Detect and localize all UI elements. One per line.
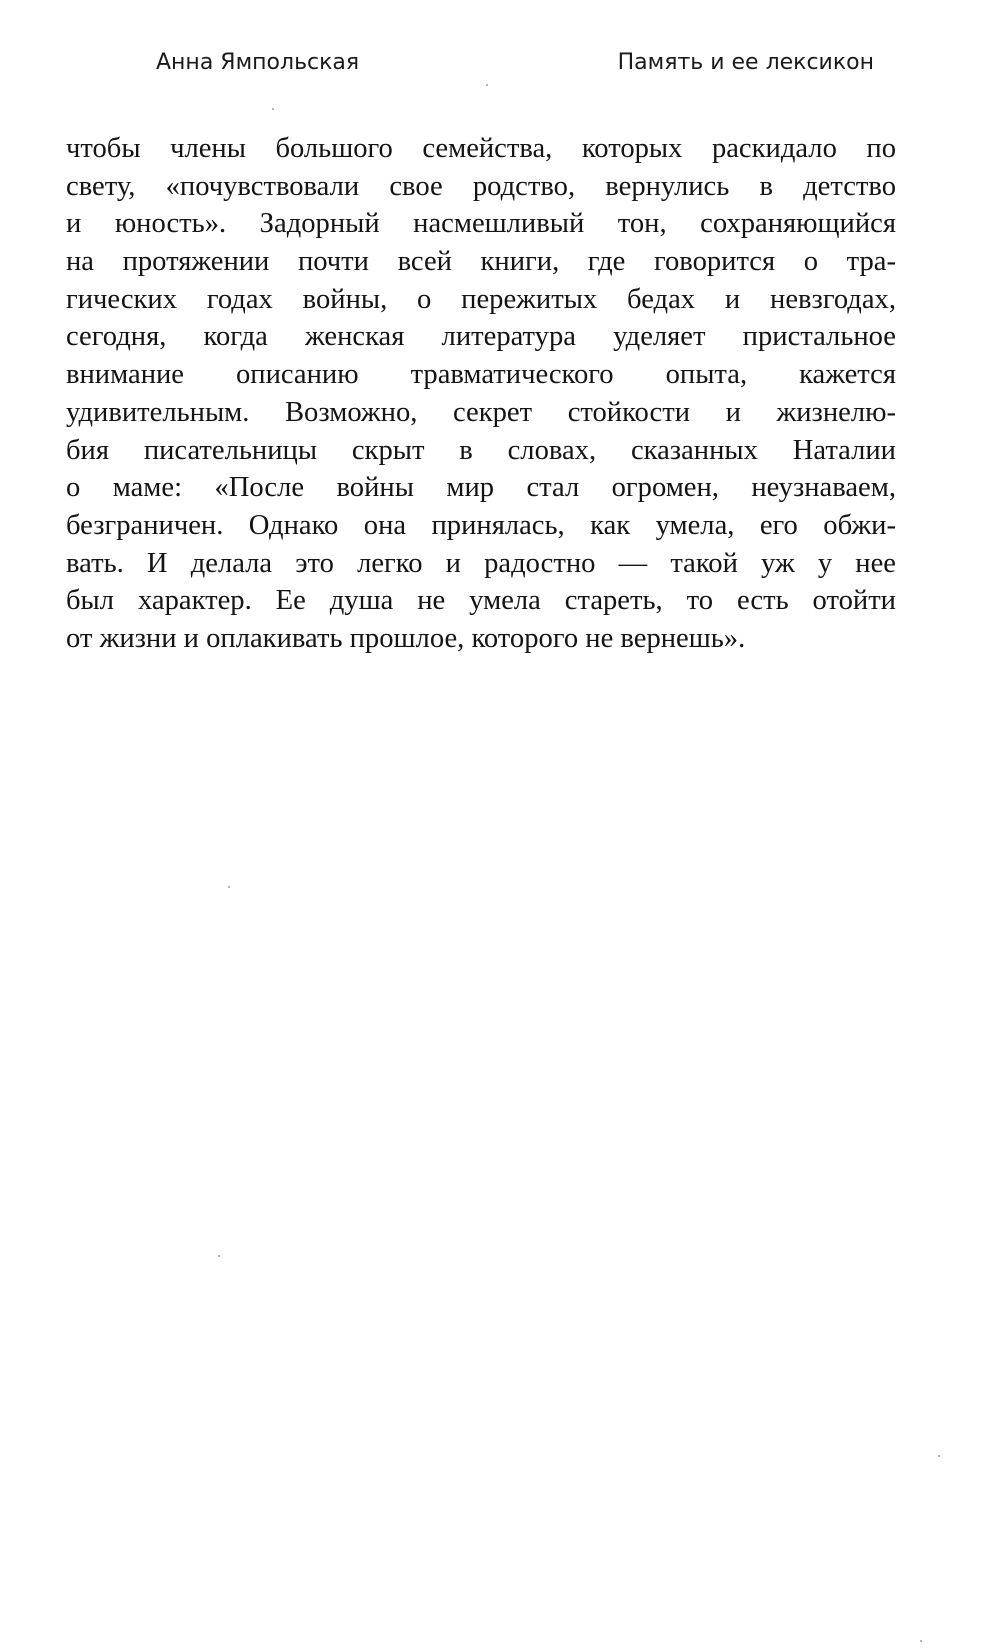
- text-line: и юность». Задорный насмешливый тон, сохраняющийся: [66, 208, 896, 240]
- text-line: на протяжении почти всей книги, где говорится о тра-: [66, 246, 896, 278]
- running-head-title: Память и ее лексикон: [617, 50, 874, 75]
- scan-speck: [228, 886, 230, 888]
- text-line: сегодня, когда женская литература уделяет пристальное: [66, 321, 896, 353]
- text-line: от жизни и оплакивать прошлое, которого не вернешь».: [66, 622, 746, 654]
- scan-speck: [486, 84, 488, 86]
- text-line: внимание описанию травматического опыта, кажется: [66, 359, 896, 391]
- text-line: гических годах войны, о пережитых бедах и невзгодах,: [66, 283, 896, 315]
- scan-speck: [920, 1640, 922, 1642]
- text-line: чтобы члены большого семейства, которых раскидало по: [66, 133, 896, 164]
- text-line: безграничен. Однако она принялась, как умела, его обжи-: [66, 509, 896, 541]
- text-line: о маме: «После войны мир стал огромен, неузнаваем,: [66, 472, 896, 504]
- scan-speck: [272, 108, 274, 110]
- text-line: бия писательницы скрыт в словах, сказанных Наталии: [66, 434, 896, 466]
- scan-speck: [218, 1255, 220, 1257]
- body-text: [66, 130, 896, 658]
- text-line: был характер. Ее душа не умела стареть, то есть отойти: [66, 585, 896, 617]
- text-line: удивительным. Возможно, секрет стойкости и жизнелю-: [66, 396, 896, 428]
- running-head-author: Анна Ямпольская: [156, 50, 360, 75]
- scan-speck: [938, 1455, 940, 1457]
- text-line: вать. И делала это легко и радостно — такой уж у нее: [66, 547, 896, 579]
- text-line: свету, «почувствовали свое родство, вернулись в детство: [66, 170, 896, 202]
